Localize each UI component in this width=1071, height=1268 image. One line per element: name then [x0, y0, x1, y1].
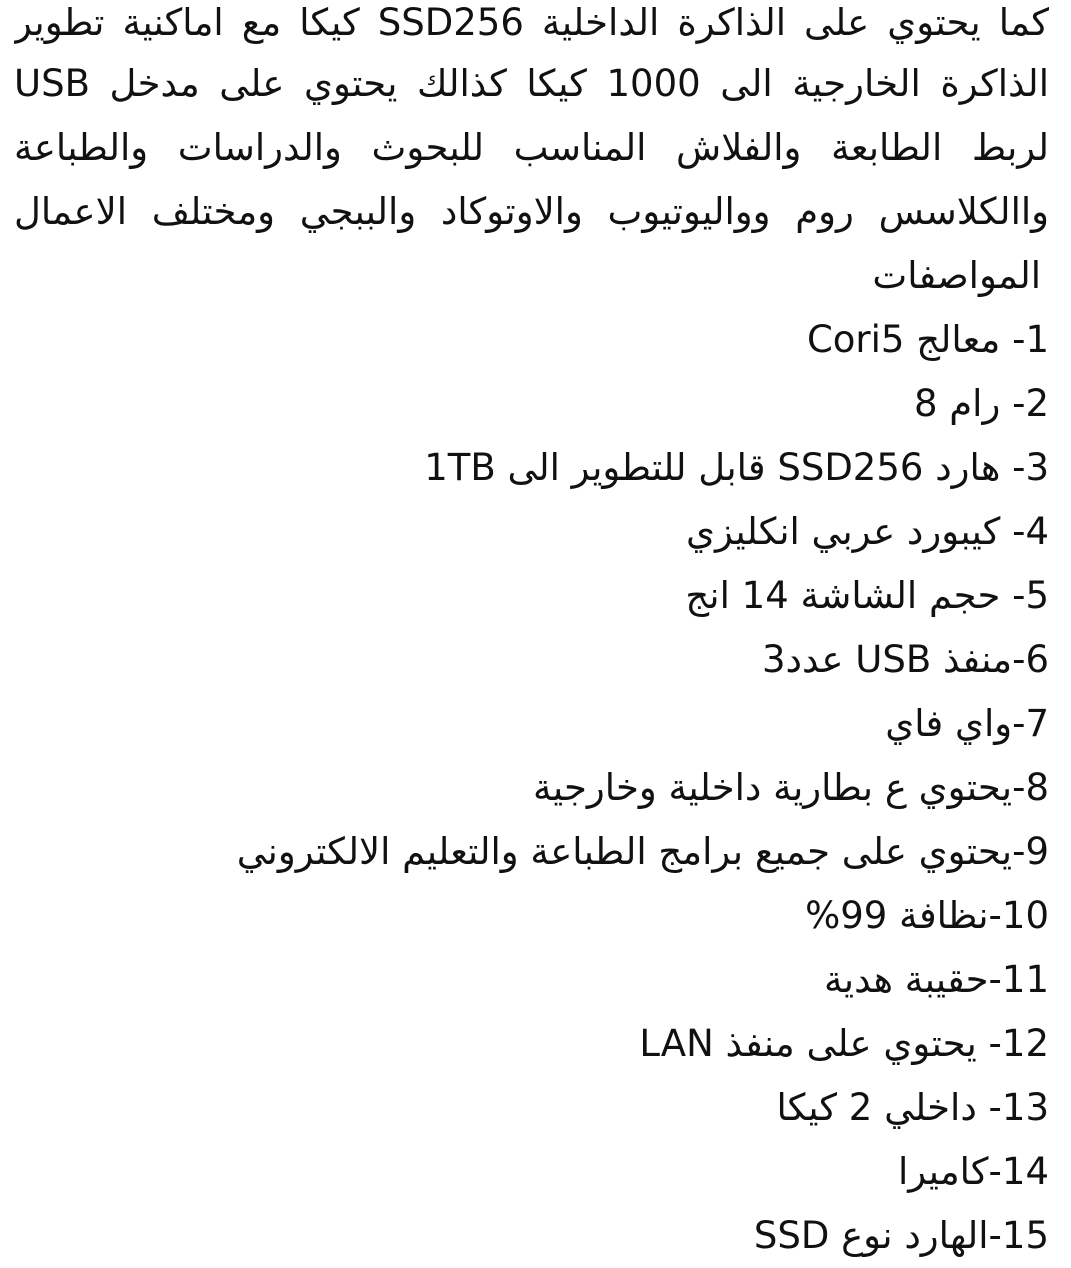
description-paragraph [14, 0, 1049, 308]
spec-item: 11-حقيبة هدية [823, 958, 1049, 1001]
description-line: لربط الطابعة والفلاش المناسب للبحوث والدراسات والطباعة [14, 126, 1049, 169]
spec-item: 4- كيبورد عربي انكليزي [685, 510, 1049, 553]
specs-list [14, 308, 1049, 1268]
spec-item: 8-يحتوي ع بطارية داخلية وخارجية [532, 766, 1049, 809]
spec-item: 6-منفذ USB عدد3 [761, 638, 1049, 681]
spec-item: 7-واي فاي [885, 702, 1049, 745]
specs-heading: المواصفات [872, 254, 1041, 297]
spec-item: 13- داخلي 2 كيكا [776, 1086, 1049, 1129]
description-line: واالكلاسس روم وواليوتيوب والاوتوكاد والببجي ومختلف الاعمال [14, 190, 1049, 233]
description-line: الذاكرة الخارجية الى 1000 كيكا كذالك يحتوي على مدخل USB [14, 62, 1049, 105]
description-line: كما يحتوي على الذاكرة الداخلية SSD256 كيكا مع اماكنية تطوير [14, 1, 1049, 44]
spec-item: 15-الهارد نوع SSD [753, 1214, 1049, 1257]
spec-item: 10-نظافة 99% [805, 894, 1049, 937]
spec-item: 3- هارد SSD256 قابل للتطوير الى 1TB [424, 446, 1049, 489]
spec-item: 14-كاميرا [897, 1150, 1049, 1193]
spec-item: 1- معالج Cori5 [806, 318, 1049, 361]
spec-item: 12- يحتوي على منفذ LAN [639, 1022, 1049, 1065]
spec-item: 9-يحتوي على جميع برامج الطباعة والتعليم الالكتروني [236, 830, 1049, 873]
spec-item: 5- حجم الشاشة 14 انج [685, 574, 1049, 617]
spec-item: 2- رام 8 [913, 382, 1049, 425]
